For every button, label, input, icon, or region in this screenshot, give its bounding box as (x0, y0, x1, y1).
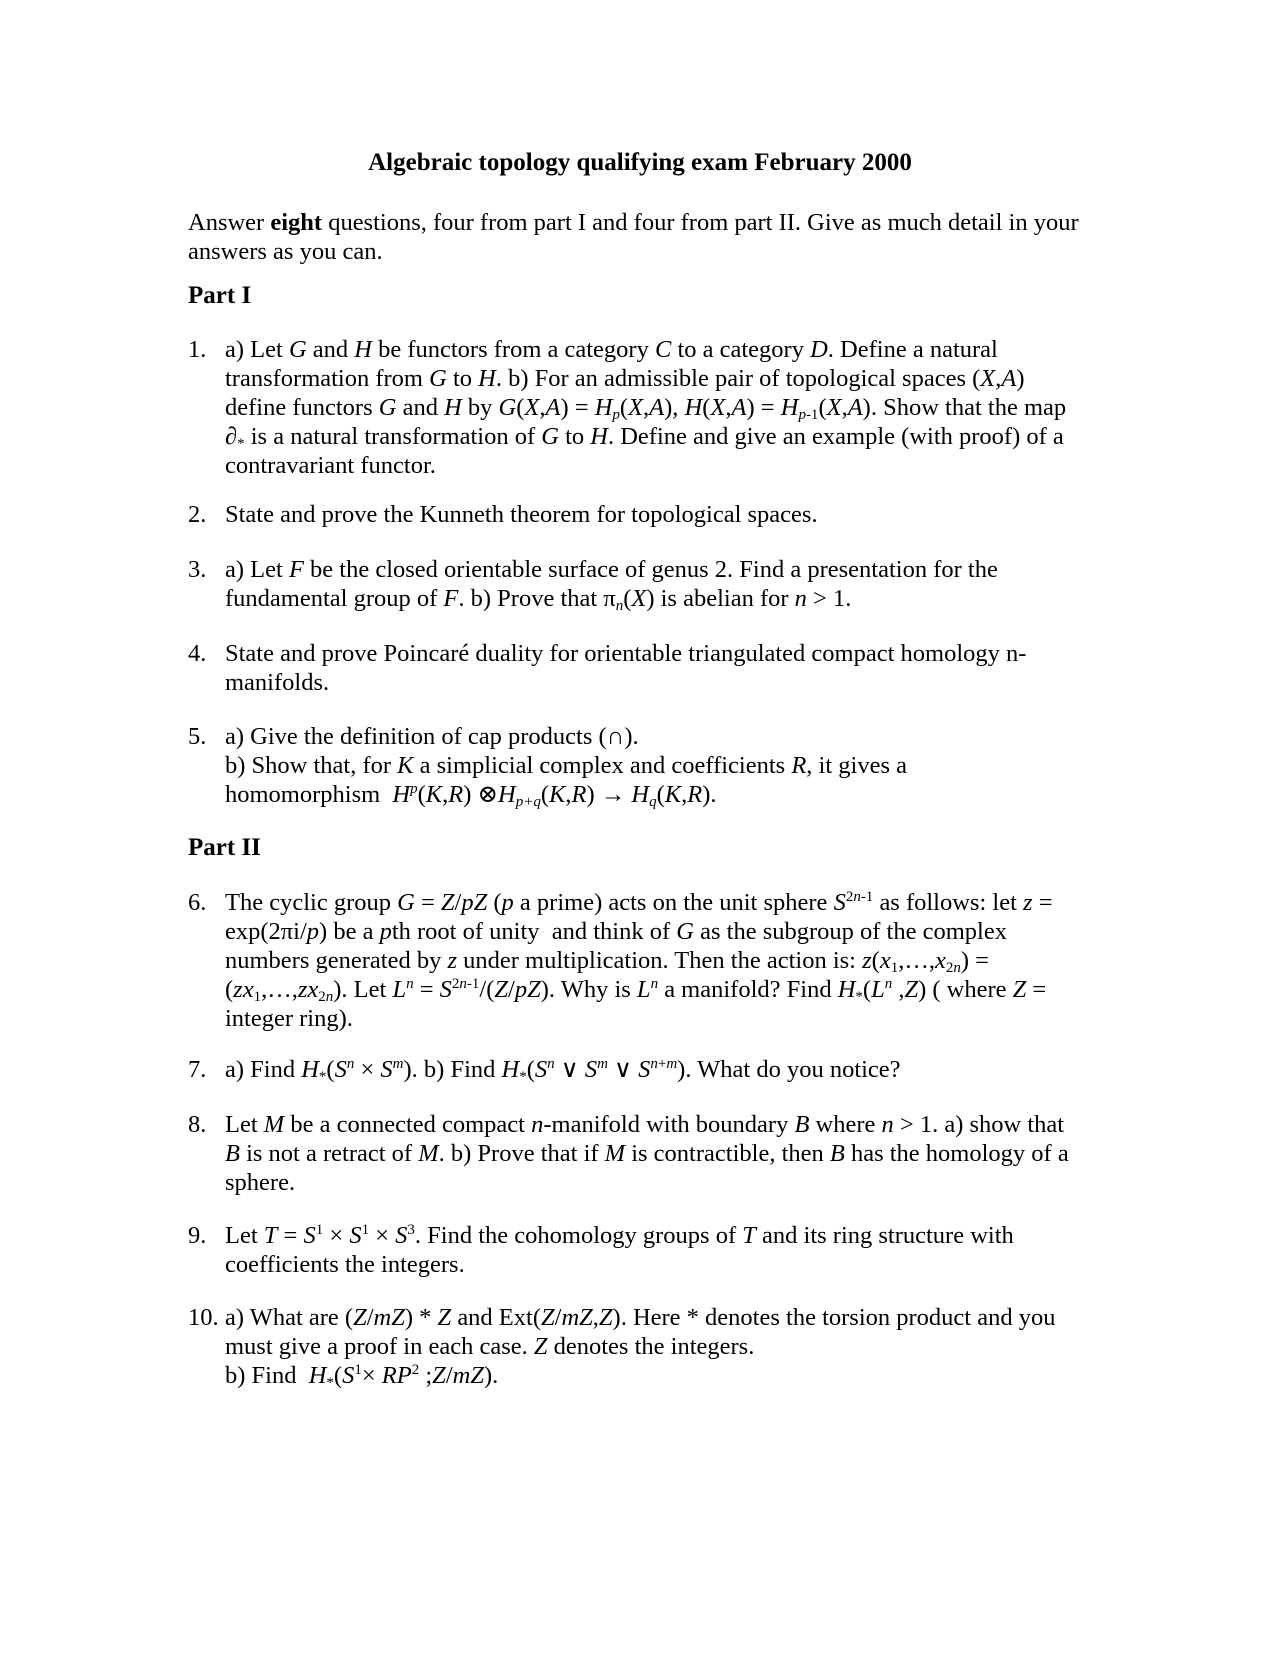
question-6 (188, 888, 1088, 1033)
part-1-heading: Part I (188, 282, 252, 309)
question-text: Let $T = S^1 \times S^1 \times S^3$. Find the cohomology groups of T and its ring structure with coefficients the integers. (225, 1222, 1014, 1278)
question-text: State and prove Poincaré duality for orientable triangulated compact homology n-manifolds. (225, 640, 1027, 696)
question-7 (188, 1055, 1088, 1084)
question-4 (188, 639, 1088, 697)
question-1 (188, 335, 1088, 480)
question-text: a) Give the definition of cap products (∩). b) Show that, for K a simplicial complex and coefficients R, it gives a homomorphism $H^p(K,R)$ $\otimes H_{p+q}(K,R) \to H_q(K,R)$. (225, 723, 908, 810)
question-8 (188, 1110, 1088, 1197)
question-5 (188, 722, 1088, 809)
part-2-heading: Part II (188, 834, 261, 861)
question-number: 7. (188, 1056, 207, 1083)
question-2 (188, 500, 1088, 529)
instructions: Answer eight questions, four from part I and four from part II. Give as much detail in your answers as you can. (188, 209, 1079, 265)
question-text: Let M be a connected compact n-manifold with boundary B where n > 1. a) show that B is not a retract of M. b) Prove that if M is contractible, then B has the homology of a sphere. (225, 1111, 1069, 1196)
question-text: State and prove the Kunneth theorem for topological spaces. (225, 501, 818, 528)
question-9 (188, 1221, 1088, 1279)
question-number: 5. (188, 723, 207, 750)
question-number: 3. (188, 556, 207, 583)
question-number: 10. (188, 1304, 219, 1331)
question-number: 1. (188, 336, 207, 363)
question-number: 6. (188, 889, 207, 916)
question-text: a) Let F be the closed orientable surface of genus 2. Find a presentation for the fundamental group of F. b) Prove that $\pi_n(X)$ is abelian for n > 1. (225, 556, 998, 614)
question-3 (188, 555, 1088, 613)
question-text: The cyclic group G = Z/pZ (p a prime) acts on the unit sphere $S^{2n-1}$ as follows: let z = exp(2πi/p) be a pth root of unity and think of G as the subgroup of the complex numbers generated by z under multiplication. Then the action is: $z(x_1,\dots,x_{2n})$ = $(zx_1,\dots,zx_{2n})$. Let $L^n = S^{2n-1}/(Z/pZ)$. Why is $L^n$ a manifold? Find $H_*(L^n$ ,Z) ( where Z = integer ring). (225, 889, 1053, 1032)
question-text: a) Find $H_*(S^n \times S^m)$. b) Find $H_*(S^n$ ∨ $S^m$ ∨ $S^{n+m}$). What do you notice? (225, 1056, 901, 1085)
question-number: 2. (188, 501, 207, 528)
exam-title: Algebraic topology qualifying exam February 2000 (368, 149, 912, 176)
question-text: a) Let G and H be functors from a category C to a category D. Define a natural transformation from G to H. b) For an admissible pair of topological spaces (X,A) define functors G and H by $G(X,A) = H_p(X,A)$, $H(X,A) = H_{p-1}(X,A)$. Show that the map $\partial_*$ is a natural transformation of G to H. Define and give an example (with proof) of a contravariant functor. (225, 336, 1067, 479)
question-number: 8. (188, 1111, 207, 1138)
question-number: 4. (188, 640, 207, 667)
instructions-emphasis: eight (270, 209, 323, 236)
question-number: 9. (188, 1222, 207, 1249)
question-text: a) What are (Z/mZ) * Z and Ext(Z/mZ,Z). Here * denotes the torsion product and you must give a proof in each case. Z denotes the integers. b) Find $H_*(S^1\times RP^2$ ;Z/mZ). (225, 1304, 1056, 1391)
question-10 (188, 1303, 1088, 1390)
